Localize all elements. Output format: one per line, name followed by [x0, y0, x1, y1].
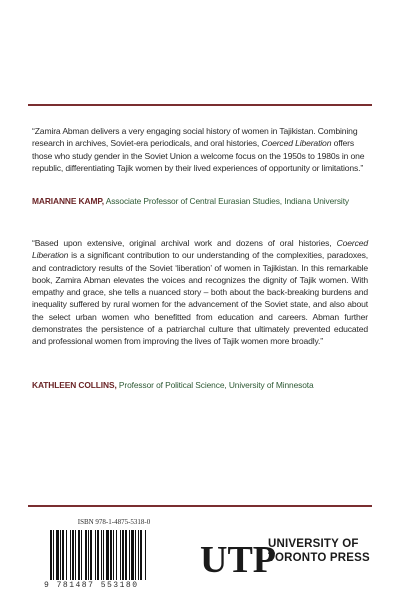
- barcode-icon: [50, 530, 180, 580]
- publisher-line-2: TORONTO PRESS: [268, 552, 370, 564]
- publisher-line-1: UNIVERSITY OF: [268, 538, 359, 550]
- utp-logo: [200, 532, 276, 581]
- book-title: Coerced Liberation: [261, 138, 332, 149]
- endorsement-quote-2: “Based upon extensive, original archival work and dozens of oral histories, Coerced Liberation is a significant contribution to our understanding of the complexities, paradoxes, and contradictory results of the Soviet ‘liberation’ of women in Tajikistan. In this remarkable book, Zamira Abman elevates the voices and recognizes the dignity of Tajik women. With empathy and grace, she tells a nuanced story – both about the back-breaking burdens and inequality suffered by rural women for the advancement of the Soviet state, and also about the select urban women who benefitted from education and careers. Abman further demonstrates the persistence of a patriarchal culture that ultimately prevented educated and professional women from improving the lives of Tajik women more broadly.”: [32, 238, 368, 347]
- endorser-name: MARIANNE KAMP,: [32, 196, 104, 206]
- endorsement-quote-1: “Zamira Abman delivers a very engaging social history of women in Tajikistan. Combining research in archives, Soviet-era periodicals, and oral histories, Coerced Liberation offers those who study gender in the Soviet Union a welcome focus on the 1950s to 1980s in one republic, differentiating Tajik women by their lived experiences of opportunity or limitations.”: [32, 126, 365, 173]
- endorser-name: KATHLEEN COLLINS,: [32, 380, 117, 390]
- top-divider: [28, 104, 372, 106]
- isbn-barcode: [44, 518, 184, 594]
- bottom-divider: [28, 505, 372, 507]
- barcode-digits: 9 781487 553180: [44, 581, 139, 590]
- endorsement-attribution-1: [32, 196, 372, 207]
- utp-logo-text: UTP: [200, 539, 276, 581]
- isbn-label: ISBN 978-1-4875-5318-0: [77, 518, 151, 526]
- endorser-role: Associate Professor of Central Eurasian Studies, Indiana University: [103, 196, 350, 206]
- book-title: Coerced Liberation: [32, 238, 368, 261]
- endorser-role: Professor of Political Science, University of Minnesota: [116, 380, 314, 390]
- publisher-name: [268, 537, 370, 565]
- endorsement-attribution-2: [32, 380, 372, 391]
